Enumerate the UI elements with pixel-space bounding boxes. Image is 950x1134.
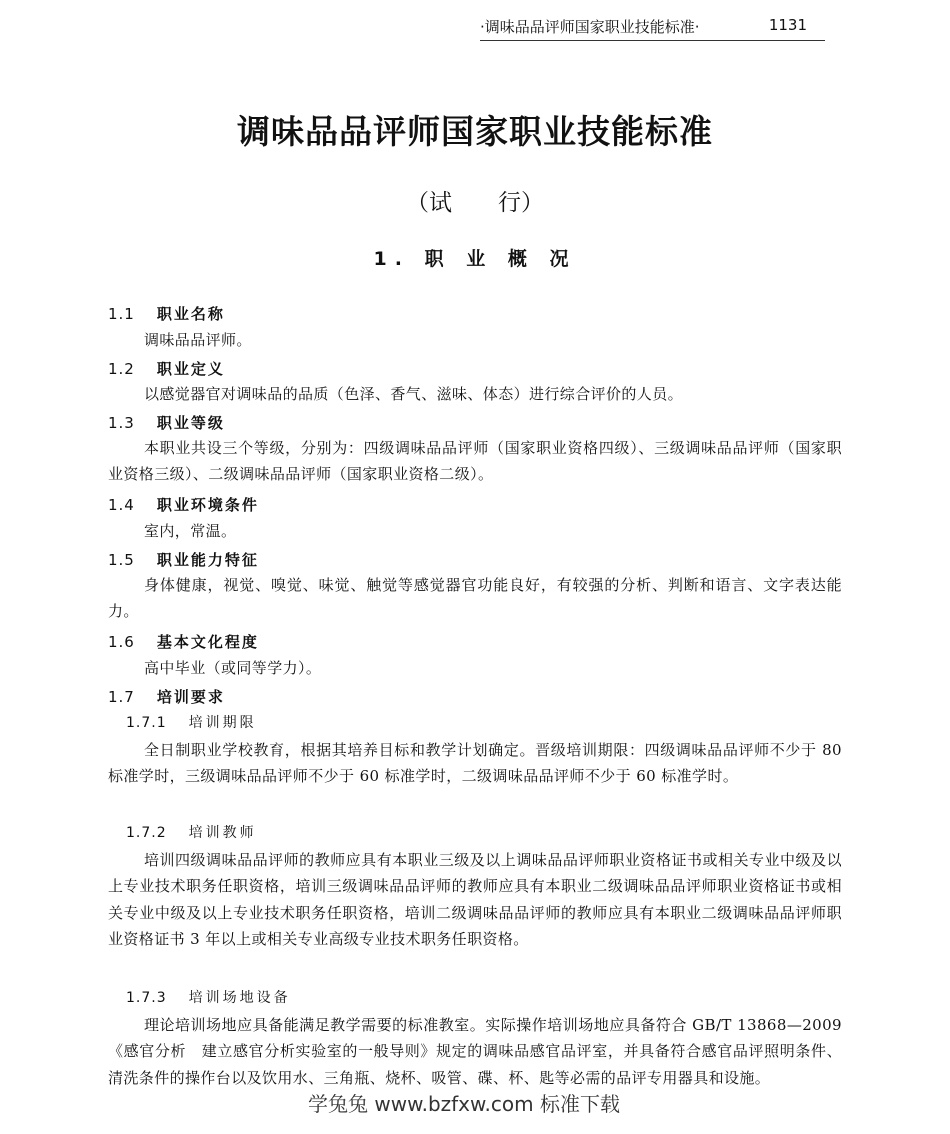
document-subtitle: （试 行） xyxy=(406,190,544,216)
running-header-title: ·调味品品评师国家职业技能标准· xyxy=(480,18,700,36)
heading-1-3: 1.3 职业等级 xyxy=(108,414,225,432)
paragraph-1-5: 身体健康，视觉、嗅觉、味觉、触觉等感觉器官功能良好，有较强的分析、判断和语言、文字表达能力。 xyxy=(108,576,842,621)
heading-1-7-3: 1.7.3 培训场地设备 xyxy=(126,990,291,1006)
heading-1-7: 1.7 培训要求 xyxy=(108,688,225,706)
paragraph-1-6: 高中毕业（或同等学力）。 xyxy=(144,659,322,677)
paragraph-1-4: 室内，常温。 xyxy=(144,522,237,540)
section-title: 1. 职 业 概 况 xyxy=(373,248,577,270)
heading-1-1: 1.1 职业名称 xyxy=(108,305,225,323)
page-number: 1131 xyxy=(768,16,807,34)
document-title: 调味品品评师国家职业技能标准 xyxy=(237,112,713,151)
paragraph-1-2: 以感觉器官对调味品的品质（色泽、香气、滋味、体态）进行综合评价的人员。 xyxy=(144,385,684,403)
heading-1-5: 1.5 职业能力特征 xyxy=(108,551,259,569)
heading-1-7-2: 1.7.2 培训教师 xyxy=(126,825,257,841)
paragraph-1-3: 本职业共设三个等级，分别为：四级调味品品评师（国家职业资格四级）、三级调味品品评师（国家职业资格三级）、二级调味品品评师（国家职业资格二级）。 xyxy=(108,439,842,484)
paragraph-1-7-3: 理论培训场地应具备能满足教学需要的标准教室。实际操作培训场地应具备符合 GB/T 13868—2009《感官分析 建立感官分析实验室的一般导则》规定的调味品感官品评室，并具备符合感官品评照明条件、清洗条件的操作台以及饮用水、三角瓶、烧杯、吸管、碟、杯、匙等必需的品评专用器具和设施。 xyxy=(108,1016,842,1087)
heading-1-4: 1.4 职业环境条件 xyxy=(108,496,259,514)
heading-1-6: 1.6 基本文化程度 xyxy=(108,633,259,651)
paragraph-1-7-1: 全日制职业学校教育，根据其培养目标和教学计划确定。晋级培训期限：四级调味品品评师不少于 80 标准学时，三级调味品品评师不少于 60 标准学时，二级调味品品评师不少于 60 标准学时。 xyxy=(108,741,842,786)
heading-1-7-1: 1.7.1 培训期限 xyxy=(126,715,257,731)
paragraph-1-1: 调味品品评师。 xyxy=(144,331,252,349)
paragraph-1-7-2: 培训四级调味品品评师的教师应具有本职业三级及以上调味品品评师职业资格证书或相关专业中级及以上专业技术职务任职资格，培训三级调味品品评师的教师应具有本职业二级调味品品评师职业资格证书或相关专业中级及以上专业技术职务任职资格，培训二级调味品品评师的教师应具有本职业二级调味品品评师职业资格证书 3 年以上或相关专业高级专业技术职务任职资格。 xyxy=(108,851,842,948)
running-header xyxy=(480,14,825,41)
watermark: 学兔兔 www.bzfxw.com 标准下载 xyxy=(308,1088,620,1117)
heading-1-2: 1.2 职业定义 xyxy=(108,360,225,378)
